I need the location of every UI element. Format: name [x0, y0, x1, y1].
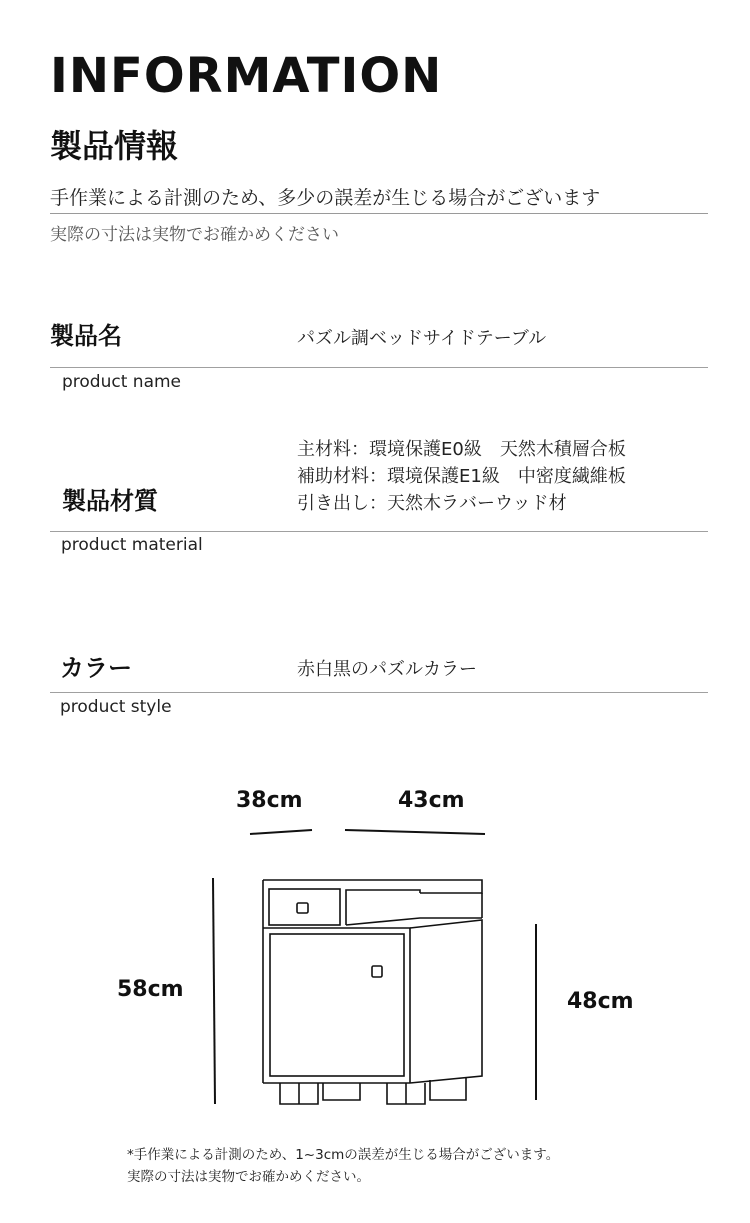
- product-material-line-3: 引き出し：天然木ラバーウッド材: [297, 493, 567, 514]
- product-material-en: product material: [61, 535, 203, 555]
- width-dimension-line: [345, 830, 485, 834]
- section-subtitle: 製品情報: [50, 127, 179, 165]
- product-material-line-2: 補助材料：環境保護E1級 中密度繊維板: [297, 466, 626, 487]
- page-title: INFORMATION: [50, 48, 443, 104]
- measurement-note: 手作業による計測のため、多少の誤差が生じる場合がございます: [50, 187, 601, 209]
- product-color-en: product style: [60, 697, 172, 717]
- footer-note: [127, 1145, 559, 1188]
- product-color-label: カラー: [60, 654, 132, 682]
- cabinet-body-side: [410, 920, 482, 1083]
- foot-back-left: [323, 1083, 360, 1100]
- depth-dimension-line: [250, 830, 312, 834]
- cabinet-body-front: [263, 928, 410, 1083]
- door-knob-icon: [372, 966, 382, 977]
- total-height-dimension-line: [213, 878, 215, 1104]
- footer-line-1: *手作業による計測のため、1~3cmの誤差が生じる場合がございます。: [127, 1147, 560, 1163]
- width-label: 43cm: [398, 788, 465, 813]
- product-material-label: 製品材質: [62, 487, 158, 515]
- top-shelf: [263, 880, 482, 893]
- body-height-label: 48cm: [567, 989, 634, 1014]
- total-height-label: 58cm: [117, 977, 184, 1002]
- confirm-note: 実際の寸法は実物でお確かめください: [50, 225, 339, 245]
- product-color-value: 赤白黒のパズルカラー: [297, 659, 477, 680]
- product-name-value: パズル調ベッドサイドテーブル: [297, 328, 547, 349]
- product-name-en: product name: [62, 372, 181, 392]
- footer-line-2: 実際の寸法は実物でお確かめください。: [127, 1168, 370, 1185]
- cabinet-door: [270, 934, 404, 1076]
- depth-label: 38cm: [236, 788, 303, 813]
- drawer-front: [269, 889, 340, 925]
- product-material-line-1: 主材料：環境保護E0級 天然木積層合板: [297, 439, 626, 460]
- product-name-label: 製品名: [50, 322, 122, 350]
- drawer-knob-icon: [297, 903, 308, 913]
